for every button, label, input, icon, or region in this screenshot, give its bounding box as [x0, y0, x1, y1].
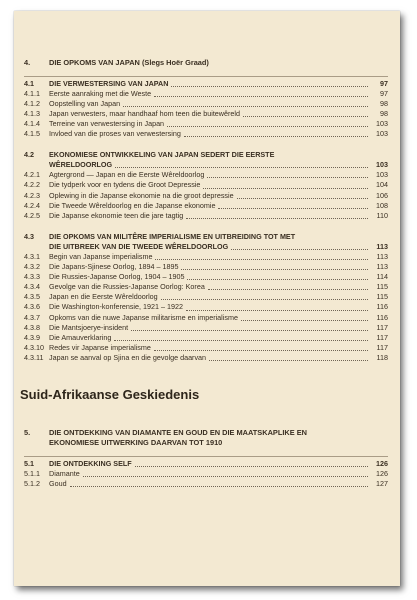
section-number: 4.1 [24, 78, 34, 88]
toc-entry [24, 262, 388, 272]
page-number: 110 [376, 210, 388, 220]
leader-dots [114, 340, 368, 341]
toc-entry [24, 109, 388, 119]
entry-number: 4.2.2 [24, 180, 40, 190]
entry-title: Goud [49, 478, 67, 488]
toc-entry [24, 353, 388, 363]
chapter-title-line1: DIE ONTDEKKING VAN DIAMANTE EN GOUD EN DIE MAATSKAPLIKE EN [49, 428, 307, 438]
leader-dots [123, 106, 368, 107]
section-number: 4.3 [24, 231, 34, 241]
entry-number: 4.3.2 [24, 262, 40, 272]
entry-number: 4.1.2 [24, 98, 40, 108]
page-number: 106 [376, 190, 388, 200]
toc-entry [24, 323, 388, 333]
entry-title: Die tydperk voor en tydens die Groot Depressie [49, 180, 201, 190]
entry-title: Opkoms van die nuwe Japanse militarisme en imperialisme [49, 312, 238, 322]
page-number: 118 [376, 352, 388, 362]
entry-title: Begin van Japanse imperialisme [49, 252, 153, 261]
entry-title: Die Russies-Japanse Oorlog, 1904 – 1905 [49, 272, 185, 282]
leader-dots [231, 249, 368, 250]
toc-entry [24, 191, 388, 201]
entry-number: 4.3.1 [24, 252, 40, 261]
entry-title: Die Washington-konferensie, 1921 – 1922 [49, 302, 183, 312]
entry-number: 4.1.1 [24, 88, 40, 98]
entry-number: 4.2.4 [24, 200, 40, 210]
page-number: 97 [380, 88, 388, 98]
page-number: 97 [380, 78, 388, 88]
leader-dots [154, 350, 368, 351]
entry-number: 4.1.4 [24, 118, 40, 128]
leader-dots [154, 96, 368, 97]
leader-dots [241, 320, 368, 321]
entry-title: Eerste aanraking met die Weste [49, 88, 152, 98]
entry-number: 4.2.5 [24, 210, 40, 220]
entry-title: Oplewing in die Japanse ekonomie na die groot depressie [49, 190, 234, 200]
section-5-1 [24, 459, 388, 469]
entry-title: Die Tweede Wêreldoorlog en die Japanse ekonomie [49, 200, 216, 210]
toc-entry [24, 211, 388, 221]
section-title: EKONOMIESE ONTWIKKELING VAN JAPAN SEDERT DIE EERSTE [49, 150, 275, 160]
toc-entry [24, 180, 388, 190]
leader-dots [70, 486, 368, 487]
page-number: 117 [376, 332, 388, 342]
toc-entry [24, 333, 388, 343]
section-number: 5.1 [24, 458, 34, 468]
page-number: 116 [376, 302, 388, 312]
leader-dots [184, 136, 368, 137]
book-page [14, 11, 400, 586]
leader-dots [171, 86, 368, 87]
entry-title: Japan se aanval op Sjina en die gevolge daarvan [49, 352, 207, 362]
entry-title: Die Japanse ekonomie teen die jare tagtig [49, 210, 184, 220]
entry-title: Die Japans-Sjinese Oorlog, 1894 – 1895 [49, 262, 179, 272]
page-number: 126 [376, 468, 388, 478]
page-number: 103 [376, 129, 388, 139]
section-4-2-line2 [24, 160, 388, 170]
section-number: 4.2 [24, 150, 34, 160]
section-4-3-line1 [24, 232, 388, 242]
page-number: 103 [376, 118, 388, 128]
table-of-contents [20, 49, 388, 489]
entry-title: Japan verwesters, maar handhaaf hom teen die buitewêreld [49, 108, 240, 118]
divider [24, 456, 388, 457]
entry-number: 4.3.7 [24, 312, 40, 322]
toc-entry [24, 89, 388, 99]
toc-entry [24, 119, 388, 129]
toc-entry [24, 292, 388, 302]
entry-number: 4.3.5 [24, 292, 40, 302]
toc-entry [24, 272, 388, 282]
leader-dots [209, 360, 368, 361]
entry-number: 4.3.3 [24, 272, 40, 282]
page-number: 113 [376, 252, 388, 261]
entry-number: 4.2.1 [24, 170, 40, 180]
toc-entry [24, 201, 388, 211]
leader-dots [207, 177, 368, 178]
section-title: DIE VERWESTERSING VAN JAPAN [49, 78, 169, 88]
page-number: 115 [376, 282, 388, 292]
leader-dots [187, 279, 368, 280]
page-number: 113 [376, 262, 388, 272]
entry-number: 4.1.5 [24, 129, 40, 139]
entry-number: 5.1.2 [24, 478, 40, 488]
leader-dots [218, 208, 368, 209]
entry-number: 4.2.3 [24, 190, 40, 200]
chapter-number: 5. [24, 428, 31, 438]
page-number: 98 [380, 98, 388, 108]
leader-dots [181, 269, 368, 270]
entry-title: Japan en die Eerste Wêreldoorlog [49, 292, 158, 302]
leader-dots [155, 259, 368, 260]
entry-number: 4.3.8 [24, 322, 40, 332]
entry-number: 4.3.11 [24, 352, 44, 362]
page-number: 116 [376, 312, 388, 322]
entry-title: Agtergrond — Japan en die Eerste Wêreldoorlog [49, 170, 205, 180]
leader-dots [167, 126, 368, 127]
entry-title: Redes vir Japanse imperialisme [49, 342, 151, 352]
leader-dots [83, 476, 368, 477]
page-number: 108 [376, 200, 388, 210]
section-4-1 [24, 79, 388, 89]
leader-dots [115, 167, 368, 168]
entry-title: Terreine van verwestersing in Japan [49, 118, 165, 128]
entry-title: Invloed van die proses van verwestersing [49, 129, 181, 139]
part-heading: Suid-Afrikaanse Geskiedenis [20, 387, 200, 403]
toc-entry [24, 170, 388, 180]
chapter-title-line2: EKONOMIESE UITWERKING DAARVAN TOT 1910 [49, 438, 223, 448]
chapter-5-heading [24, 428, 388, 448]
leader-dots [208, 289, 368, 290]
entry-title: Die Amauverklaring [49, 332, 112, 342]
leader-dots [203, 188, 368, 189]
leader-dots [135, 466, 368, 467]
page-number: 127 [376, 478, 388, 488]
page-number: 126 [376, 458, 388, 468]
page-number: 103 [376, 170, 388, 180]
page-number: 98 [380, 108, 388, 118]
divider [24, 76, 388, 77]
toc-entry [24, 99, 388, 109]
page-number: 114 [376, 272, 388, 282]
toc-entry [24, 282, 388, 292]
chapter-title: DIE OPKOMS VAN JAPAN (Slegs Hoër Graad) [49, 58, 209, 67]
page-number: 113 [376, 241, 388, 251]
toc-entry [24, 252, 388, 262]
leader-dots [186, 218, 368, 219]
toc-entry [24, 302, 388, 312]
entry-title: Die Mantsjoerye-insident [49, 322, 129, 332]
leader-dots [161, 299, 368, 300]
entry-title: Oopstelling van Japan [49, 98, 121, 108]
toc-entry [24, 469, 388, 479]
entry-title: Diamante [49, 468, 80, 478]
page-number: 117 [376, 322, 388, 332]
leader-dots [243, 116, 368, 117]
toc-entry [24, 129, 388, 139]
section-4-3-line2 [24, 242, 388, 252]
leader-dots [237, 198, 368, 199]
page-number: 104 [376, 180, 388, 190]
section-title-continued: WÊRELDOORLOG [49, 160, 113, 170]
toc-entry [24, 313, 388, 323]
leader-dots [131, 330, 368, 331]
section-title: DIE OPKOMS VAN MILITÊRE IMPERIALISME EN UITBREIDING TOT MET [49, 231, 296, 241]
entry-number: 4.1.3 [24, 108, 40, 118]
chapter-4-heading [24, 58, 388, 68]
section-4-2-line1 [24, 150, 388, 160]
entry-number: 5.1.1 [24, 468, 40, 478]
page-number: 117 [376, 342, 388, 352]
toc-entry [24, 343, 388, 353]
page-number: 115 [376, 292, 388, 302]
leader-dots [186, 310, 368, 311]
entry-number: 4.3.9 [24, 332, 40, 342]
chapter-number: 4. [24, 58, 31, 67]
toc-entry [24, 479, 388, 489]
page-number: 103 [376, 160, 388, 170]
entry-number: 4.3.4 [24, 282, 40, 292]
entry-number: 4.3.10 [24, 342, 44, 352]
section-title: DIE ONTDEKKING SELF [49, 458, 132, 468]
entry-number: 4.3.6 [24, 302, 40, 312]
entry-title: Gevolge van die Russies-Japanse Oorlog: Korea [49, 282, 205, 292]
section-title-continued: DIE UITBREEK VAN DIE TWEEDE WÊRELDOORLOG [49, 241, 229, 251]
